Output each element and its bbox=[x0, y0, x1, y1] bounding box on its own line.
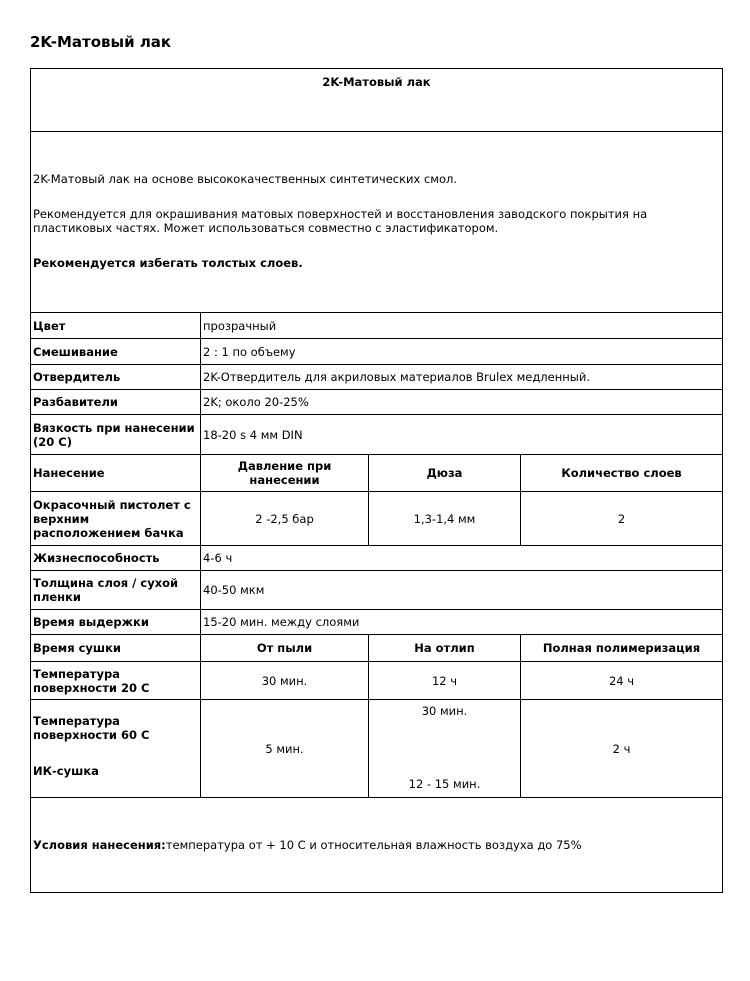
property-value: прозрачный bbox=[203, 318, 277, 333]
table-row bbox=[31, 492, 722, 546]
column-header: Время сушки bbox=[31, 635, 201, 661]
table-row bbox=[31, 610, 722, 635]
property-value: 15-20 мин. между слоями bbox=[203, 615, 360, 629]
application-nozzle: 1,3-1,4 мм bbox=[369, 492, 521, 545]
property-label: Разбавители bbox=[31, 390, 201, 414]
application-pressure: 2 -2,5 бар bbox=[201, 492, 369, 545]
drying-tack-free bbox=[369, 700, 521, 797]
column-header: На отлип bbox=[369, 635, 521, 661]
drying-condition bbox=[31, 700, 201, 797]
spec-table bbox=[30, 68, 723, 893]
page-title: 2K-Матовый лак bbox=[30, 33, 172, 51]
application-conditions bbox=[31, 798, 722, 892]
table-row bbox=[31, 365, 722, 390]
drying-condition-60: Температура поверхности 60 C bbox=[33, 714, 150, 742]
property-value: 18-20 s 4 мм DIN bbox=[203, 427, 303, 442]
property-label: Отвердитель bbox=[31, 365, 201, 389]
table-row bbox=[31, 700, 722, 798]
drying-tack-free-ir: 12 - 15 мин. bbox=[408, 777, 481, 791]
application-header-row bbox=[31, 455, 722, 492]
property-label: Время выдержки bbox=[31, 610, 201, 634]
column-header: Количество слоев bbox=[561, 466, 682, 480]
intro-text bbox=[31, 132, 722, 312]
intro-row bbox=[31, 132, 722, 313]
drying-tack-free: 12 ч bbox=[369, 662, 521, 699]
conditions-label: Условия нанесения: bbox=[33, 838, 166, 852]
drying-dust-free: 30 мин. bbox=[201, 662, 369, 699]
property-label: Смешивание bbox=[31, 339, 201, 364]
table-row bbox=[31, 546, 722, 571]
column-header: От пыли bbox=[201, 635, 369, 661]
property-value: 4-6 ч bbox=[203, 551, 233, 565]
table-row bbox=[31, 415, 722, 455]
table-row bbox=[31, 390, 722, 415]
drying-dust-free: 5 мин. bbox=[201, 700, 369, 797]
table-row bbox=[31, 662, 722, 700]
intro-warning: Рекомендуется избегать толстых слоев. bbox=[33, 256, 303, 270]
drying-condition: Температура поверхности 20 C bbox=[31, 662, 201, 699]
drying-condition-ir: ИК-сушка bbox=[33, 764, 99, 778]
property-value: 2 : 1 по объему bbox=[203, 344, 296, 359]
column-header: Дюза bbox=[369, 455, 521, 491]
intro-paragraph-2: Рекомендуется для окрашивания матовых поверхностей и восстановления заводского покрытия на пластиковых частях. Может использоваться совместно с эластификатором. bbox=[33, 207, 648, 235]
table-header-row bbox=[31, 69, 722, 132]
column-header: Нанесение bbox=[31, 455, 201, 491]
drying-full-cure: 2 ч bbox=[612, 741, 631, 756]
property-value: 40-50 мкм bbox=[203, 583, 265, 597]
table-row bbox=[31, 339, 722, 365]
application-coats: 2 bbox=[617, 511, 626, 526]
table-row bbox=[31, 313, 722, 339]
drying-full-cure: 24 ч bbox=[608, 673, 635, 688]
property-label: Вязкость при нанесении (20 C) bbox=[31, 415, 201, 454]
intro-paragraph-1: 2K-Матовый лак на основе высококачественных синтетических смол. bbox=[33, 172, 458, 186]
table-title: 2K-Матовый лак bbox=[322, 75, 431, 89]
property-value: 2K; около 20-25% bbox=[203, 395, 309, 409]
conditions-text: температура от + 10 C и относительная влажность воздуха до 75% bbox=[165, 838, 582, 852]
column-header: Полная полимеризация bbox=[542, 641, 701, 655]
property-label: Цвет bbox=[31, 313, 201, 338]
property-label: Жизнеспособность bbox=[31, 546, 201, 570]
conditions-row bbox=[31, 798, 722, 892]
property-label: Толщина слоя / сухой пленки bbox=[31, 571, 201, 609]
table-row bbox=[31, 571, 722, 610]
column-header: Давление при нанесении bbox=[201, 455, 369, 491]
drying-tack-free-60: 30 мин. bbox=[421, 704, 468, 718]
application-method: Окрасочный пистолет с верхним расположением бачка bbox=[31, 492, 201, 545]
drying-header-row bbox=[31, 635, 722, 662]
property-value: 2K-Отвердитель для акриловых материалов Brulex медленный. bbox=[203, 370, 590, 384]
